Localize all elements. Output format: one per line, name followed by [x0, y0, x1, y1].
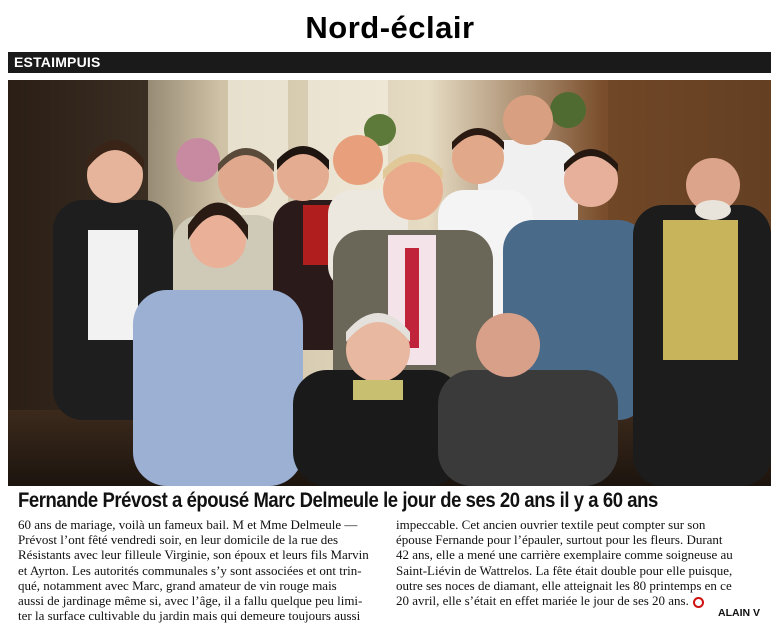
article-line: 60 ans de mariage, voilà un fameux bail. M et Mme Delmeule — — [18, 517, 358, 532]
article-author: ALAIN V — [718, 607, 760, 619]
article-line: Prévost l’ont fêté vendredi soir, en leur domicile de la rue des — [18, 532, 339, 548]
section-bar — [8, 52, 771, 73]
article-line: 20 avril, elle s’était en effet mariée le jour de ses 20 ans. — [396, 593, 689, 609]
article-line: impeccable. Cet ancien ouvrier textile peut compter sur son — [396, 517, 706, 532]
group-photo — [8, 80, 771, 486]
person-back-8 — [633, 158, 771, 486]
article-line: Saint-Liévin de Wattrelos. La fête était double pour elle puisque, — [396, 562, 733, 578]
article-line: Résistants avec leur filleule Virginie, son époux et leurs fils Marvin — [18, 547, 369, 563]
section-label: ESTAIMPUIS — [14, 54, 101, 70]
article-line: aussi de jardinage même si, avec l’âge, il a fallu quelque peu limi- — [18, 593, 363, 609]
article-line: épouse Fernande pour l’épauler, surtout pour les fleurs. Durant — [396, 532, 723, 548]
article-line: qué, notamment avec Marc, grand amateur de vin rouge mais — [18, 577, 337, 593]
article-headline: Fernande Prévost a épousé Marc Delmeule le jour de ses 20 ans il y a 60 ans — [18, 488, 658, 512]
group-photo-image — [8, 80, 771, 486]
article-line: outre ses noces de diamant, elle atteignait les 80 printemps en ce — [396, 577, 732, 593]
article-line: ter la surface cultivable du jardin mais qui demeure toujours aussi — [18, 608, 361, 624]
article-line: et Ayrton. Les autorités communales s’y sont associées et ont trin- — [18, 562, 362, 578]
article-last-line — [396, 593, 768, 608]
article-column-2 — [396, 517, 768, 608]
article-line: 42 ans, elle a mené une carrière exemplaire comme soigneuse au — [396, 547, 733, 563]
end-mark-icon — [693, 597, 704, 608]
newspaper-masthead: Nord-éclair — [305, 10, 475, 45]
article-column-1 — [18, 517, 390, 623]
